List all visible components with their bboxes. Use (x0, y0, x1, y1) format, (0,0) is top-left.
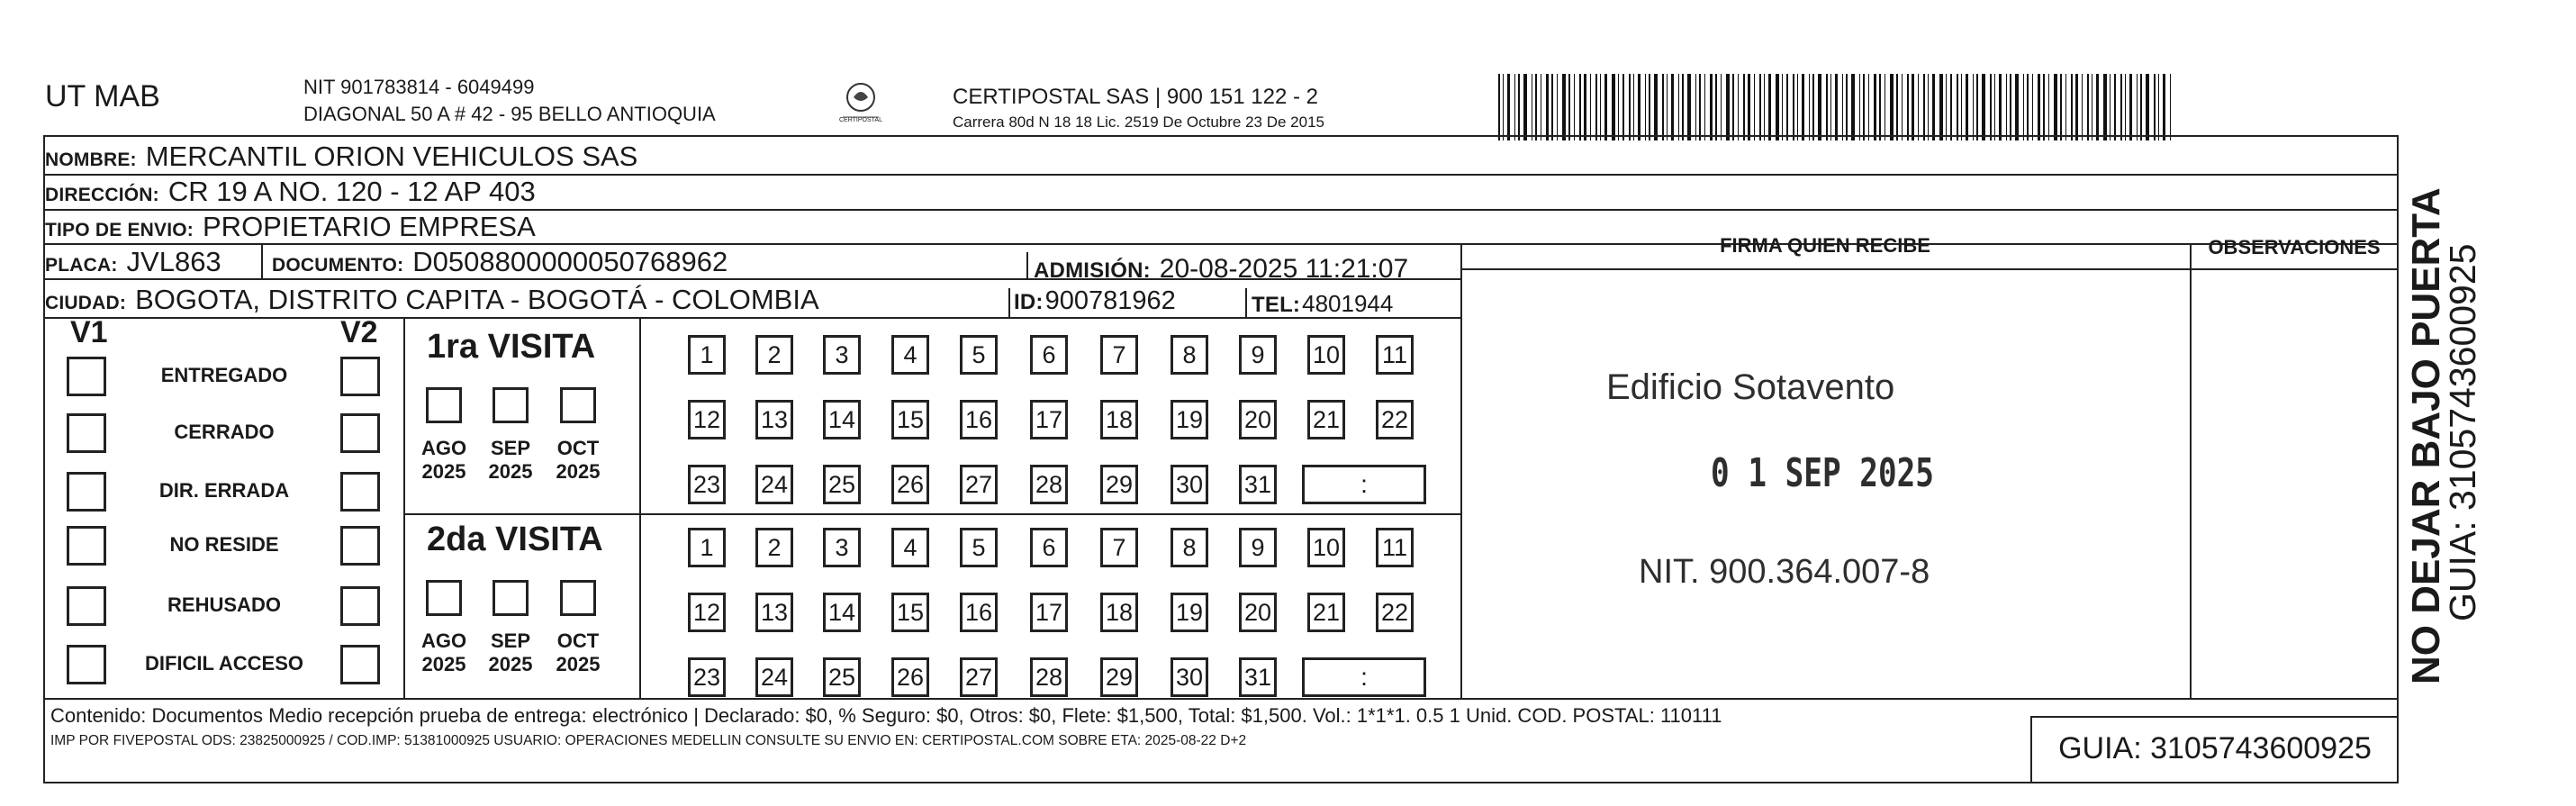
row-divider (43, 698, 2399, 700)
status-label: REHUSADO (167, 593, 281, 616)
day-box[interactable]: 14 (823, 593, 861, 632)
row-placa (45, 246, 221, 278)
day-box[interactable]: 7 (1100, 335, 1138, 375)
month-checkbox[interactable] (426, 387, 462, 423)
day-box[interactable]: 4 (891, 335, 929, 375)
col-divider (1245, 288, 1247, 317)
v2-header: V2 (340, 315, 378, 349)
day-box[interactable]: 15 (891, 400, 929, 439)
observaciones-label: OBSERVACIONES (2208, 236, 2381, 258)
status-label: DIFICIL ACCESO (144, 652, 303, 675)
row-divider (43, 317, 1460, 319)
v2-checkbox[interactable] (340, 413, 380, 453)
visit-divider (403, 513, 1460, 515)
year-label: 2025 (421, 460, 466, 483)
row-tipo (45, 211, 536, 243)
placa-value: JVL863 (126, 246, 221, 277)
month-checkbox[interactable] (493, 580, 529, 616)
row-nombre (45, 140, 637, 173)
day-box[interactable]: 18 (1100, 593, 1138, 632)
v2-checkbox[interactable] (340, 357, 380, 396)
row-direccion (45, 176, 536, 208)
carrier-name: CERTIPOSTAL SAS | 900 151 122 - 2 (953, 85, 1318, 109)
day-box[interactable]: 24 (755, 465, 793, 504)
company-name: UT MAB (45, 79, 160, 113)
day-box[interactable]: 26 (891, 657, 929, 697)
admision-label: ADMISIÓN: (1034, 258, 1151, 283)
nombre-label: NOMBRE: (45, 149, 137, 170)
day-box[interactable]: 8 (1170, 335, 1208, 375)
direccion-label: DIRECCIÓN: (45, 185, 159, 205)
tipo-label: TIPO DE ENVIO: (45, 220, 194, 240)
day-box[interactable]: 30 (1170, 657, 1208, 697)
time-box[interactable]: : (1302, 657, 1426, 697)
month-label: AGO (420, 629, 467, 652)
day-box[interactable]: 29 (1100, 465, 1138, 504)
day-box[interactable]: 5 (960, 528, 998, 567)
col-divider (1460, 243, 1462, 698)
day-box[interactable]: 21 (1307, 593, 1345, 632)
day-box[interactable]: 16 (960, 593, 998, 632)
year-label: 2025 (421, 653, 466, 675)
side-warning: NO DEJAR BAJO PUERTA (2404, 187, 2448, 684)
status-label: NO RESIDE (169, 533, 279, 556)
col-divider (2030, 716, 2032, 783)
time-box[interactable]: : (1302, 465, 1426, 504)
month-label: OCT (556, 437, 600, 459)
day-box[interactable]: 31 (1239, 465, 1277, 504)
stamp-name: Edificio Sotavento (1606, 367, 1895, 407)
tel-value: 4801944 (1302, 290, 1394, 317)
guia-box-top (2030, 716, 2399, 718)
status-label: CERRADO (174, 421, 275, 443)
year-label: 2025 (488, 460, 533, 483)
day-box[interactable]: 13 (755, 400, 793, 439)
day-box[interactable]: 17 (1030, 400, 1068, 439)
row-tel (1252, 290, 1393, 318)
month-label: SEP (490, 437, 531, 459)
id-label: ID: (1014, 290, 1044, 314)
tel-label: TEL: (1252, 293, 1301, 317)
day-box[interactable]: 7 (1100, 528, 1138, 567)
day-box[interactable]: 10 (1307, 528, 1345, 567)
documento-label: DOCUMENTO: (272, 255, 404, 276)
visit-title: 1ra VISITA (427, 328, 596, 366)
nombre-value: MERCANTIL ORION VEHICULOS SAS (145, 140, 638, 172)
col-divider (1026, 252, 1028, 278)
row-ciudad (45, 284, 819, 316)
id-value: 900781962 (1044, 286, 1176, 315)
day-box[interactable]: 6 (1030, 335, 1068, 375)
day-box[interactable]: 30 (1170, 465, 1208, 504)
v1-header: V1 (70, 315, 108, 349)
company-nit: NIT 901783814 - 6049499 (303, 76, 535, 98)
month-checkbox[interactable] (560, 580, 596, 616)
day-box[interactable]: 4 (891, 528, 929, 567)
stamp-nit: NIT. 900.364.007-8 (1639, 553, 1930, 591)
day-box[interactable]: 1 (688, 528, 726, 567)
day-box[interactable]: 26 (891, 465, 929, 504)
day-box[interactable]: 14 (823, 400, 861, 439)
day-box[interactable]: 27 (960, 465, 998, 504)
documento-value: D0508800000050768962 (412, 246, 728, 277)
barcode (1496, 72, 2177, 142)
month-label: SEP (490, 629, 531, 652)
footer-content: Contenido: Documentos Medio recepción prueba de entrega: electrónico | Declarado: $0, % Seguro: $0, Otros: $0, Flete: $1,500, Total: $1,500. Vol.: 1*1*1. 0.5 1 Unid. COD. POSTAL: 110111 (50, 704, 1722, 727)
day-box[interactable]: 21 (1307, 400, 1345, 439)
day-box[interactable]: 28 (1030, 657, 1068, 697)
day-box[interactable]: 11 (1376, 528, 1414, 567)
day-box[interactable]: 19 (1170, 593, 1208, 632)
day-box[interactable]: 23 (688, 465, 726, 504)
day-box[interactable]: 6 (1030, 528, 1068, 567)
col-divider (261, 243, 263, 278)
v2-checkbox[interactable] (340, 472, 380, 512)
status-label: DIR. ERRADA (158, 479, 290, 502)
day-box[interactable]: 28 (1030, 465, 1068, 504)
day-box[interactable]: 11 (1376, 335, 1414, 375)
v1-checkbox[interactable] (67, 526, 106, 566)
status-label: ENTREGADO (160, 364, 288, 386)
day-box[interactable]: 2 (755, 335, 793, 375)
side-guia: GUIA: 3105743600925 (2442, 243, 2483, 621)
year-label: 2025 (488, 653, 533, 675)
day-box[interactable]: 24 (755, 657, 793, 697)
day-box[interactable]: 22 (1376, 400, 1414, 439)
day-box[interactable]: 27 (960, 657, 998, 697)
day-box[interactable]: 3 (823, 528, 861, 567)
day-box[interactable]: 22 (1376, 593, 1414, 632)
ciudad-label: CIUDAD: (45, 293, 127, 313)
v1-checkbox[interactable] (67, 472, 106, 512)
month-label: OCT (556, 629, 600, 652)
year-label: 2025 (556, 460, 601, 483)
row-id (1014, 286, 1176, 316)
col-divider (1008, 288, 1010, 317)
month-checkbox[interactable] (426, 580, 462, 616)
day-box[interactable]: 8 (1170, 528, 1208, 567)
day-box[interactable]: 5 (960, 335, 998, 375)
col-divider (2190, 243, 2192, 698)
day-box[interactable]: 20 (1239, 593, 1277, 632)
day-box[interactable]: 9 (1239, 528, 1277, 567)
year-label: 2025 (556, 653, 601, 675)
direccion-value: CR 19 A NO. 120 - 12 AP 403 (167, 176, 536, 207)
day-box[interactable]: 13 (755, 593, 793, 632)
day-box[interactable]: 15 (891, 593, 929, 632)
admision-value: 20-08-2025 11:21:07 (1159, 254, 1409, 284)
month-checkbox[interactable] (560, 387, 596, 423)
day-box[interactable]: 17 (1030, 593, 1068, 632)
day-box[interactable]: 25 (823, 465, 861, 504)
day-box[interactable]: 19 (1170, 400, 1208, 439)
day-box[interactable]: 10 (1307, 335, 1345, 375)
footer-guia: GUIA: 3105743600925 (2058, 731, 2372, 765)
month-checkbox[interactable] (493, 387, 529, 423)
day-box[interactable]: 9 (1239, 335, 1277, 375)
row-documento (272, 246, 728, 278)
day-box[interactable]: 23 (688, 657, 726, 697)
day-box[interactable]: 12 (688, 400, 726, 439)
col-divider (639, 317, 641, 698)
v2-checkbox[interactable] (340, 645, 380, 684)
month-label: AGO (420, 437, 467, 459)
v1-checkbox[interactable] (67, 413, 106, 453)
day-box[interactable]: 25 (823, 657, 861, 697)
row-admision (1034, 254, 1408, 285)
tipo-value: PROPIETARIO EMPRESA (203, 211, 536, 242)
v2-checkbox[interactable] (340, 586, 380, 626)
carrier-logo (837, 77, 884, 130)
v1-checkbox[interactable] (67, 645, 106, 684)
row-divider (1460, 268, 2399, 270)
firma-label: FIRMA QUIEN RECIBE (1720, 234, 1930, 257)
day-box[interactable]: 16 (960, 400, 998, 439)
company-address: DIAGONAL 50 A # 42 - 95 BELLO ANTIOQUIA (303, 103, 716, 125)
v2-checkbox[interactable] (340, 526, 380, 566)
col-divider (403, 317, 405, 698)
day-box[interactable]: 29 (1100, 657, 1138, 697)
footer-print-info: IMP POR FIVEPOSTAL ODS: 23825000925 / COD.IMP: 51381000925 USUARIO: OPERACIONES MEDELLIN CONSULTE SU ENVIO EN: CERTIPOSTAL.COM SOBRE ETA: 2025-08-22 D+2 (50, 733, 1247, 748)
stamp-date: 0 1 SEP 2025 (1711, 450, 1934, 496)
day-box[interactable]: 31 (1239, 657, 1277, 697)
ciudad-value: BOGOTA, DISTRITO CAPITA - BOGOTÁ - COLOMBIA (135, 284, 819, 315)
day-box[interactable]: 3 (823, 335, 861, 375)
carrier-logo-text: CERTIPOSTAL (839, 117, 882, 123)
v1-checkbox[interactable] (67, 586, 106, 626)
day-box[interactable]: 20 (1239, 400, 1277, 439)
day-box[interactable]: 1 (688, 335, 726, 375)
carrier-license: Carrera 80d N 18 18 Lic. 2519 De Octubre 23 De 2015 (953, 113, 1324, 131)
placa-label: PLACA: (45, 255, 118, 276)
day-box[interactable]: 18 (1100, 400, 1138, 439)
day-box[interactable]: 12 (688, 593, 726, 632)
visit-title: 2da VISITA (427, 521, 603, 558)
day-box[interactable]: 2 (755, 528, 793, 567)
v1-checkbox[interactable] (67, 357, 106, 396)
